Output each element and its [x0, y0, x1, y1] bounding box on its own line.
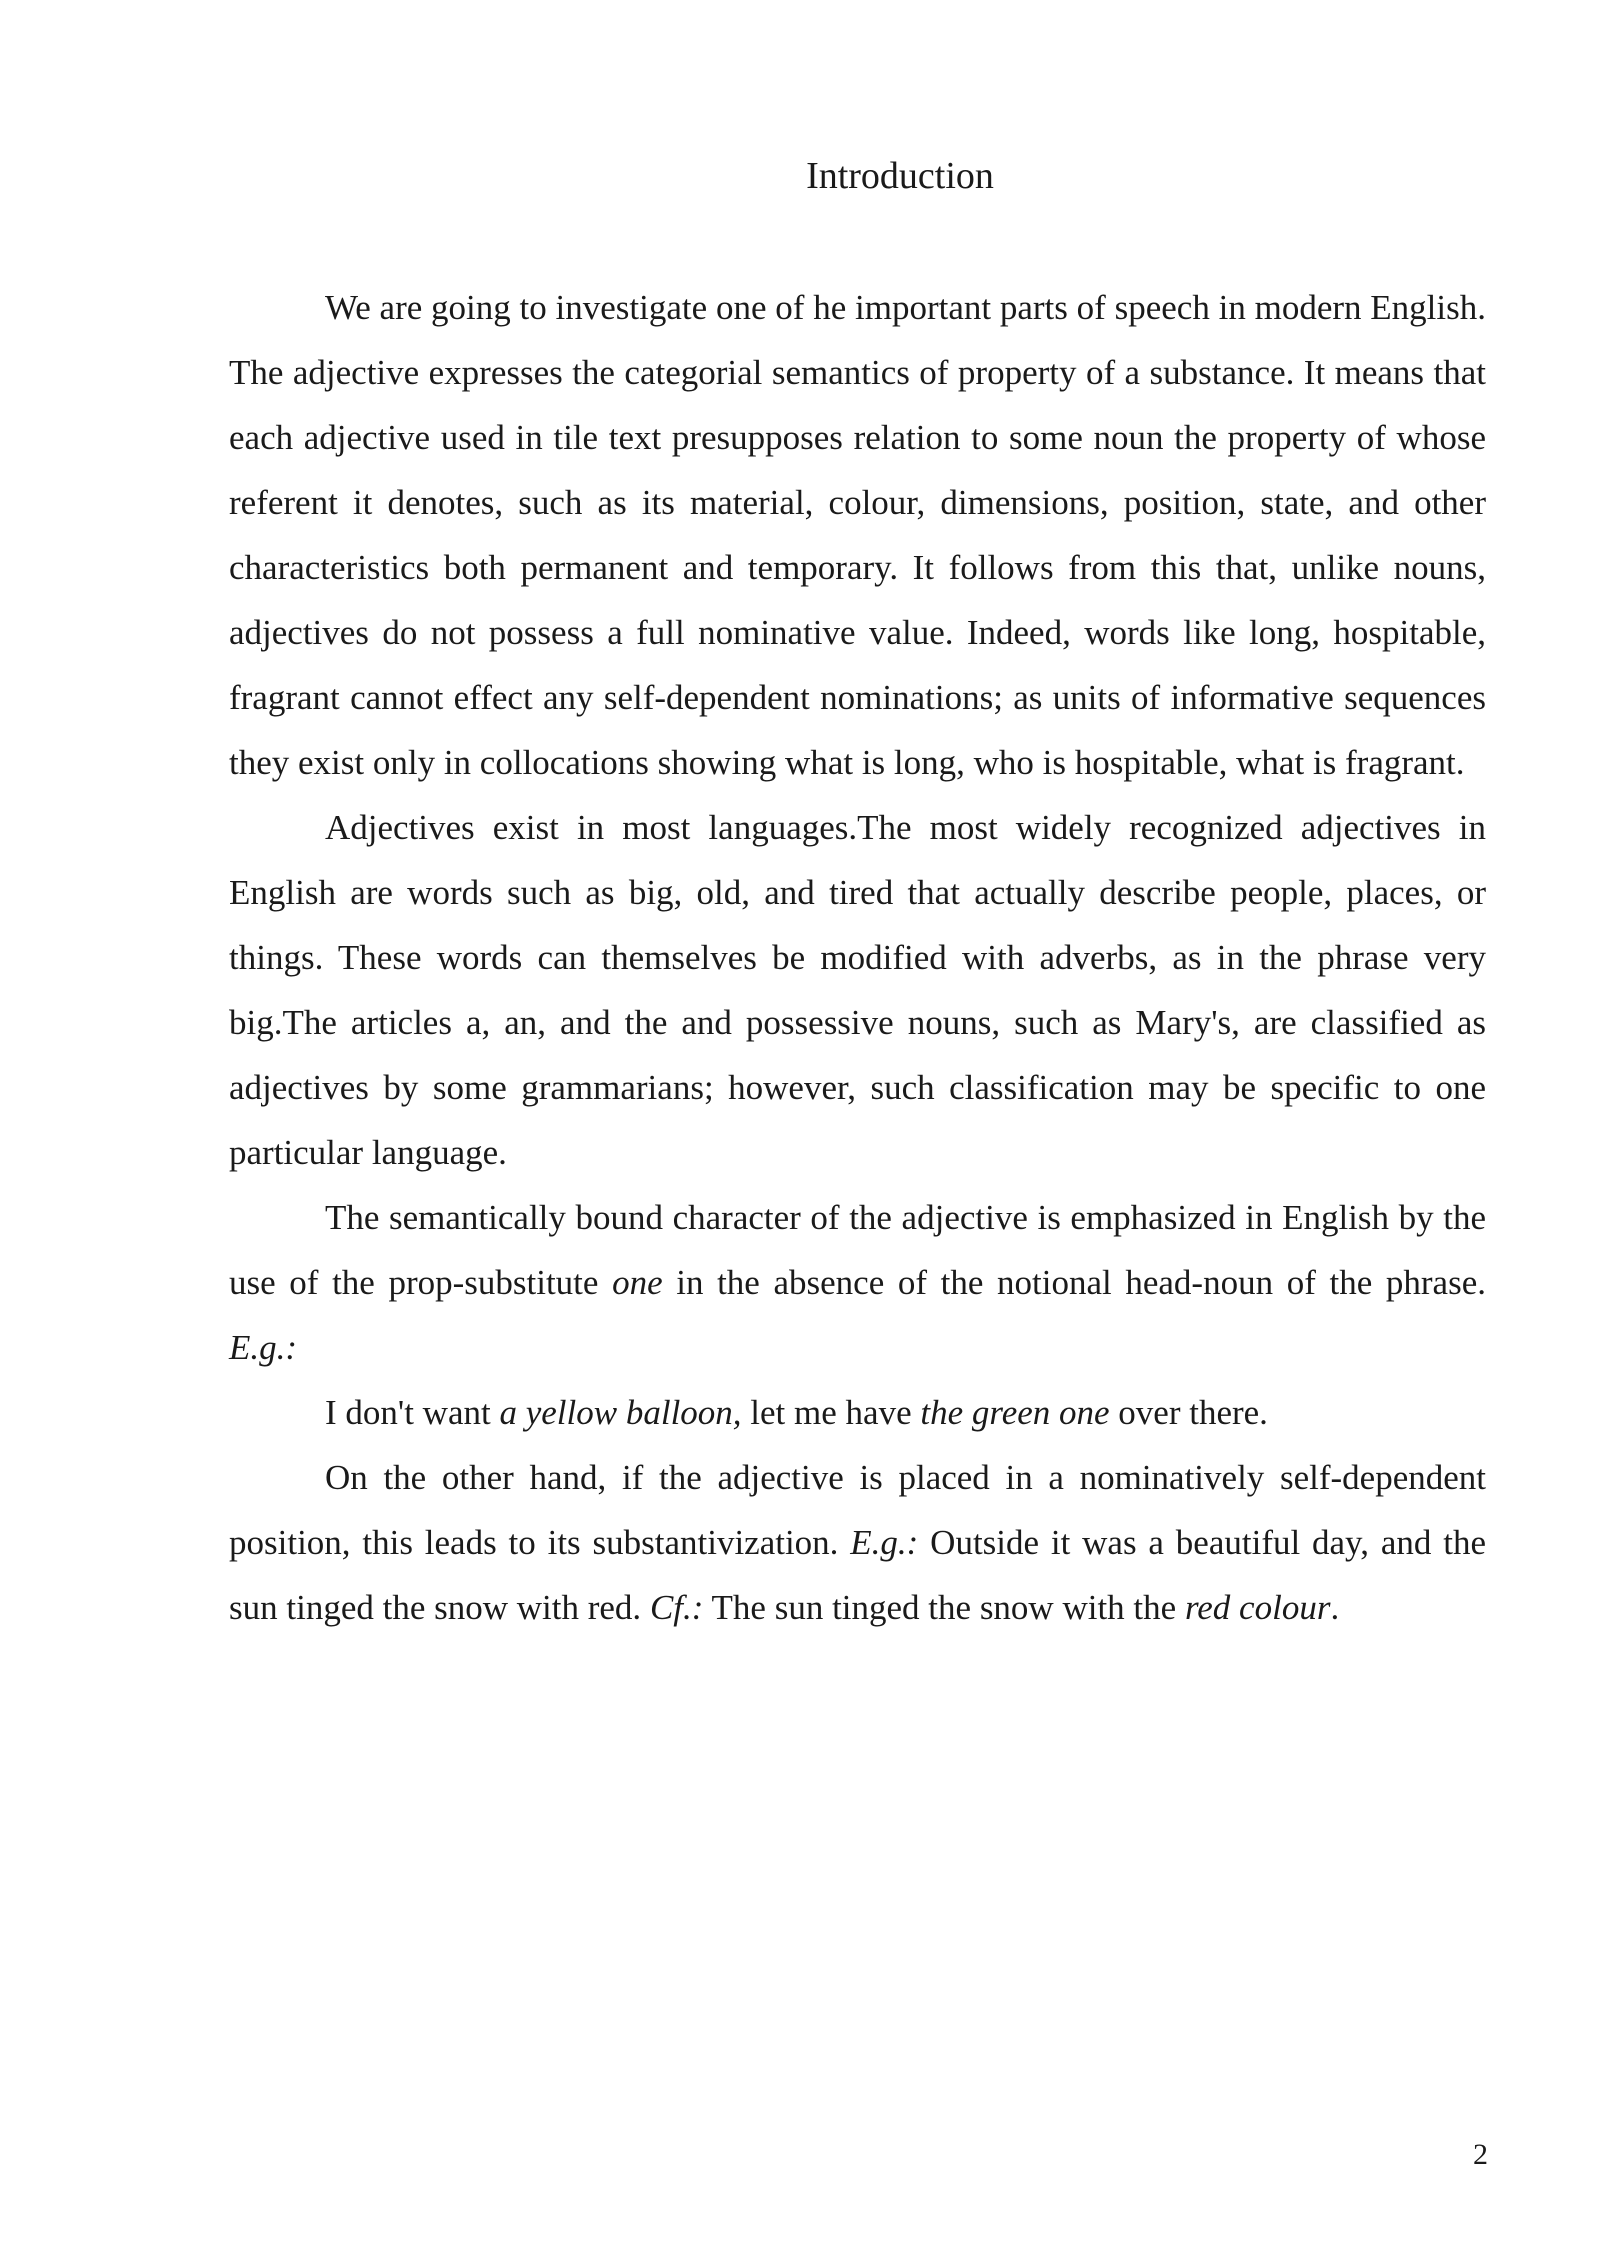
example-text-a: I don't want: [325, 1393, 500, 1432]
emphasis-eg-2: E.g.:: [850, 1523, 919, 1562]
emphasis-cf: Cf.:: [649, 1588, 704, 1627]
paragraph-5-text-c: Outside it was a beautiful day, and the sun tinged the snow with red.: [229, 1523, 1487, 1627]
example-text-c: let me have: [741, 1393, 921, 1432]
emphasis-red-colour: red colour: [1184, 1588, 1331, 1627]
paragraph-1: We are going to investigate one of he important parts of speech in modern English. The adjective expresses the categorial semantics of property of a substance. It means that each adjective used in tile text presupposes relation to some noun the property of whose referent it denotes, such as its material, colour, dimensions, position, state, and other characteristics both permanent and temporary. It follows from this that, unlike nouns, adjectives do not possess a full nominative value. Indeed, words like long, hospitable, fragrant cannot effect any self-dependent nominations; as units of informative sequences they exist only in collocations showing what is long, who is hospitable, what is fragrant.: [229, 288, 1486, 782]
body-text: [229, 275, 1486, 1640]
example-sentence: [229, 1380, 1486, 1445]
paragraph-5-text-g: .: [1330, 1588, 1340, 1627]
paragraph-3-text-c: in the absence of the notional head-noun of the phrase.: [662, 1263, 1486, 1302]
emphasis-green-one: the green one: [920, 1393, 1110, 1432]
paragraph-3: [229, 1185, 1486, 1380]
emphasis-one: one: [612, 1263, 663, 1302]
page-title: Introduction: [806, 155, 994, 197]
paragraph-5-text-a: On the other hand, if the adjective is placed in a nominatively self-dependent position, this leads to its substantivization.: [229, 1458, 1486, 1562]
paragraph-2: Adjectives exist in most languages.The most widely recognized adjectives in English are words such as big, old, and tired that actually describe people, places, or things. These words can themselves be modified with adverbs, as in the phrase very big.The articles a, an, and the and possessive nouns, such as Mary's, are classified as adjectives by some grammarians; however, such classification may be specific to one particular language.: [229, 808, 1486, 1172]
emphasis-yellow-balloon: a yellow balloon,: [499, 1393, 742, 1432]
paragraph-5-text-e: The sun tinged the snow with the: [703, 1588, 1185, 1627]
emphasis-eg: E.g.:: [229, 1328, 298, 1367]
paragraph-5: [229, 1445, 1486, 1640]
page-number: 2: [1473, 2138, 1488, 2171]
example-text-e: over there.: [1109, 1393, 1268, 1432]
paragraph-3-text-a: The semantically bound character of the adjective is emphasized in English by the use of the prop-substitute: [229, 1198, 1486, 1302]
